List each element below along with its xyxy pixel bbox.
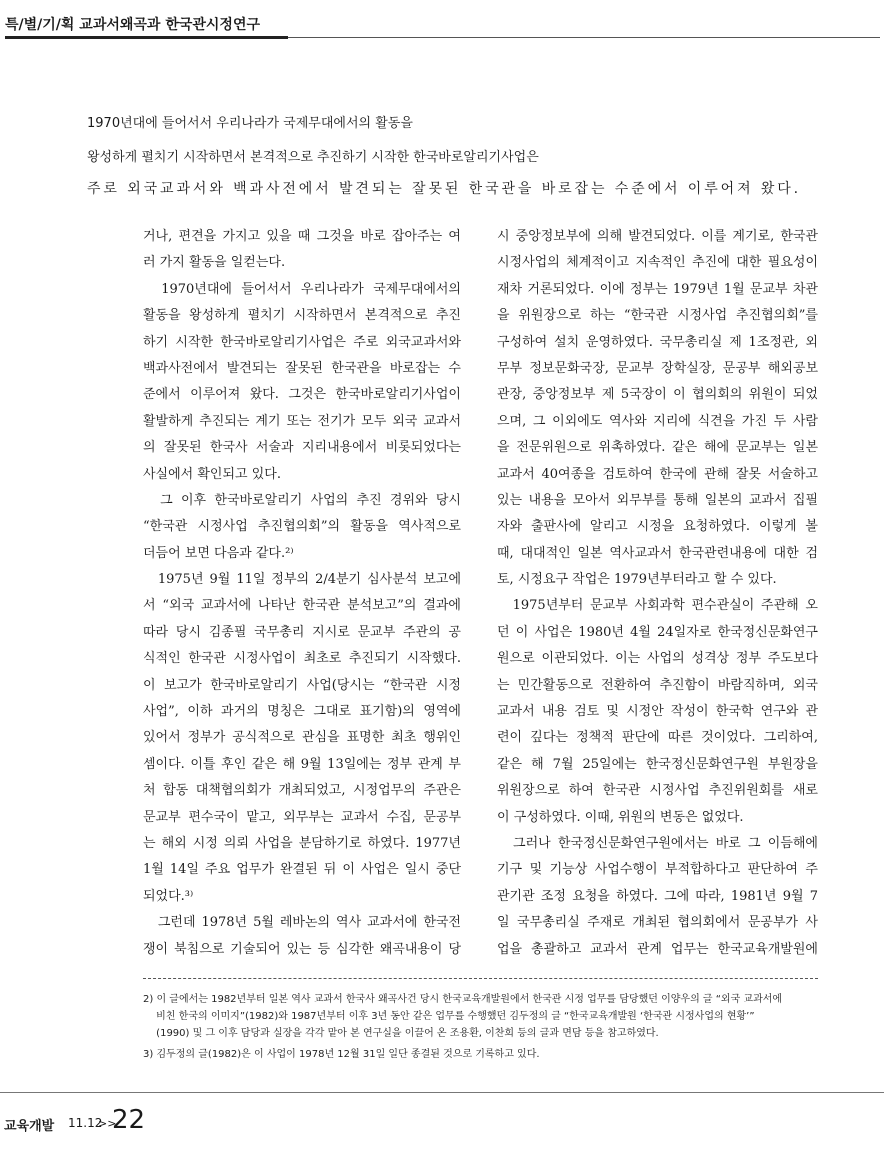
body-text-line: 러 가지 활동을 일컫는다.	[143, 255, 286, 271]
body-text-line: 구성하여 설치 운영하였다. 국무총리실 제 1조정관, 외	[497, 334, 818, 350]
body-text-line: 쟁이 북침으로 기술되어 있는 등 심각한 왜곡내용이 당	[143, 941, 461, 957]
body-text-line: 활발하게 추진되는 계기 또는 전기가 모두 외국 교과서	[143, 413, 461, 429]
body-text-line: 같은 해 7월 25일에는 한국정신문화연구원 부원장을	[497, 756, 818, 772]
pull-quote-line: 주로 외국교과서와 백과사전에서 발견되는 잘못된 한국관을 바로잡는 수준에서 이루어져 왔다.	[87, 181, 802, 197]
body-column-left	[143, 224, 461, 963]
footnote-line: (1990) 및 그 이후 담당과 실장을 각각 맡아 본 연구실을 이끌어 온 조용환, 이찬희 등의 글과 면담 등을 참고하였다.	[143, 1028, 659, 1039]
body-text-line: 있어서 정부가 공식적으로 관심을 표명한 최초 행위인	[143, 730, 461, 746]
body-text-line: 토, 시정요구 작업은 1979년부터라고 할 수 있다.	[497, 572, 777, 588]
arrow-glyph: >>	[98, 1117, 117, 1130]
footnote-divider	[143, 978, 818, 979]
page-number: 22	[112, 1105, 146, 1135]
header-rule-thin	[288, 37, 880, 38]
body-text-line: 무부 정보문화국장, 문교부 장학실장, 문공부 해외공보	[497, 360, 818, 376]
footnote-line: 비친 한국의 이미지”(1982)와 1987년부터 이후 3년 동안 같은 업무를 수행했던 김두정의 글 “한국교육개발원 ‘한국관 시정사업의 현황’”	[143, 1011, 755, 1022]
section-label: 특/별/기/획 교과서왜곡과 한국관시정연구	[5, 17, 260, 33]
body-text-line: 교과서 내용 검토 및 시정안 작성이 한국학 연구와 관	[497, 704, 818, 720]
body-text-line: “한국관 시정사업 추진협의회”의 활동을 역사적으로	[143, 519, 461, 535]
body-text-line: 을 전문위원으로 위촉하였다. 같은 해에 문교부는 일본	[497, 440, 818, 456]
body-text-line: 련이 깊다는 정책적 판단에 따른 것이었다. 그리하여,	[497, 730, 818, 746]
body-text-line: 자와 출판사에 알리고 시정을 요청하였다. 이렇게 볼	[497, 519, 818, 535]
body-text-line: 있는 내용을 모아서 외무부를 통해 일본의 교과서 집필	[497, 492, 818, 508]
body-text-line: 교과서 40여종을 검토하여 한국에 관해 잘못 서술하고	[497, 466, 818, 482]
body-text-line: 1970년대에 들어서서 우리나라가 국제무대에서의	[143, 281, 461, 297]
body-text-line: 셈이다. 이틀 후인 같은 해 9월 13일에는 정부 관계 부	[143, 756, 461, 772]
body-text-line: 활동을 왕성하게 펼치기 시작하면서 본격적으로 추진	[143, 308, 461, 324]
body-text-line: 기구 및 기능상 사업수행이 부적합하다고 판단하여 주	[497, 862, 818, 878]
header-rule-thick	[5, 36, 288, 39]
body-text-line: 이 보고가 한국바로알리기 사업(당시는 “한국관 시정	[143, 677, 461, 693]
footnote-line: 2) 이 글에서는 1982년부터 일본 역사 교과서 한국사 왜곡사건 당시 한국교육개발원에서 한국관 시정 업무를 담당했던 이양우의 글 “외국 교과서에	[143, 994, 783, 1005]
body-text-line: 되었다.³⁾	[143, 888, 194, 904]
body-text-line: 일 국무총리실 주재로 개최된 협의회에서 문공부가 사	[497, 915, 818, 931]
body-text-line: 1975년 9월 11일 정부의 2/4분기 심사분석 보고에	[143, 572, 461, 588]
issue-number: 11.12	[68, 1116, 103, 1130]
body-text-line: 위원장으로 하여 한국관 시정사업 추진위원회를 새로	[497, 783, 818, 799]
body-text-line: 관기관 조정 요청을 하였다. 그에 따라, 1981년 9월 7	[497, 888, 818, 904]
body-text-line: 그런데 1978년 5월 레바논의 역사 교과서에 한국전	[143, 915, 461, 931]
body-text-line: 그 이후 한국바로알리기 사업의 추진 경위와 당시	[143, 492, 461, 508]
body-text-line: 더듬어 보면 다음과 같다.²⁾	[143, 545, 294, 561]
body-text-line: 사실에서 확인되고 있다.	[143, 466, 281, 482]
footer-rule	[0, 1092, 884, 1093]
body-text-line: 1월 14일 주요 업무가 완결된 뒤 이 사업은 일시 중단	[143, 862, 461, 878]
magazine-name: 교육개발	[4, 1119, 55, 1134]
body-text-line: 그러나 한국정신문화연구원에서는 바로 그 이듬해에	[497, 835, 818, 851]
body-text-line: 원으로 이관되었다. 이는 사업의 성격상 정부 주도보다	[497, 651, 818, 667]
pull-quote-line: 왕성하게 펼치기 시작하면서 본격적으로 추진하기 시작한 한국바로알리기사업은	[87, 150, 539, 165]
body-text-line: 서 “외국 교과서에 나타난 한국관 분석보고”의 결과에	[143, 598, 461, 614]
body-text-line: 을 위원장으로 하는 “한국관 시정사업 추진협의회”를	[497, 308, 818, 324]
footnotes	[143, 991, 818, 1063]
body-text-line: 이 구성하였다. 이때, 위원의 변동은 없었다.	[497, 809, 744, 825]
body-text-line: 하기 시작한 한국바로알리기사업은 주로 외국교과서와	[143, 334, 461, 350]
body-column-right	[497, 224, 818, 963]
body-text-line: 업을 총괄하고 교과서 관계 업무는 한국교육개발원에	[497, 941, 818, 957]
body-text-line: 1975년부터 문교부 사회과학 편수관실이 주관해 오	[497, 598, 818, 614]
body-text-line: 처 합동 대책협의회가 개최되었고, 시정업무의 주관은	[143, 783, 461, 799]
body-text-line: 는 민간활동으로 전환하여 추진함이 바람직하며, 외국	[497, 677, 818, 693]
body-text-line: 는 해외 시정 의뢰 사업을 분담하기로 하였다. 1977년	[143, 835, 461, 851]
body-text-line: 문교부 편수국이 맡고, 외무부는 교과서 수집, 문공부	[143, 809, 461, 825]
body-text-line: 백과사전에서 발견되는 잘못된 한국관을 바로잡는 수	[143, 360, 461, 376]
body-text-line: 준에서 이루어져 왔다. 그것은 한국바로알리기사업이	[143, 387, 461, 403]
body-text-line: 시정사업의 체계적이고 지속적인 추진에 대한 필요성이	[497, 255, 818, 271]
body-text-line: 식적인 한국관 시정사업이 최초로 추진되기 시작했다.	[143, 651, 461, 667]
footnote-line: 3) 김두정의 글(1982)은 이 사업이 1978년 12월 31일 일단 종결된 것으로 기록하고 있다.	[143, 1049, 540, 1060]
body-text-line: 재차 거론되었다. 이에 정부는 1979년 1월 문교부 차관	[497, 281, 818, 297]
body-text-line: 따라 당시 김종필 국무총리 지시로 문교부 주관의 공	[143, 624, 461, 640]
body-text-line: 거나, 편견을 가지고 있을 때 그것을 바로 잡아주는 여	[143, 229, 461, 244]
section-header	[5, 12, 880, 38]
body-text-line: 던 이 사업은 1980년 4월 24일자로 한국정신문화연구	[497, 624, 818, 640]
body-text-line: 의 잘못된 한국사 서술과 지리내용에서 비롯되었다는	[143, 440, 461, 456]
pull-quote-line: 1970년대에 들어서서 우리나라가 국제무대에서의 활동을	[87, 116, 413, 131]
body-text-line: 시 중앙정보부에 의해 발견되었다. 이를 계기로, 한국관	[497, 229, 818, 244]
body-text-line: 때, 대대적인 일본 역사교과서 한국관련내용에 대한 검	[497, 545, 818, 561]
body-text-line: 관장, 중앙정보부 제 5국장이 이 협의회의 위원이 되었	[497, 387, 818, 403]
body-text-line: 으며, 그 이외에도 역사와 지리에 식견을 가진 두 사람	[497, 413, 818, 429]
page-footer	[0, 1106, 200, 1136]
body-text-line: 사업”, 이하 과거의 명칭은 그대로 표기함)의 영역에	[143, 704, 461, 720]
